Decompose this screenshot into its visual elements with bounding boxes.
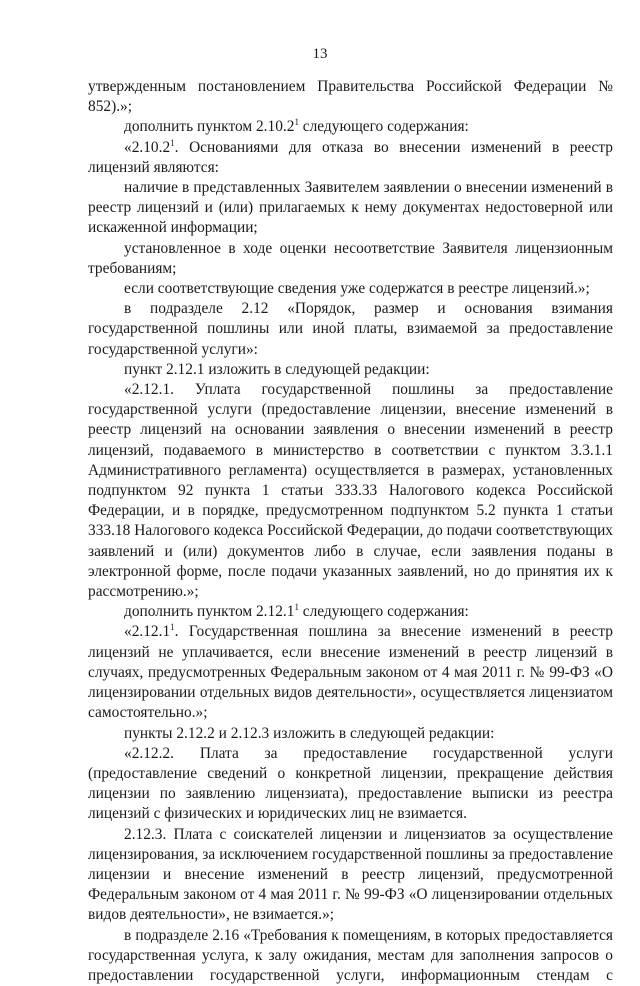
paragraph: дополнить пунктом 2.12.1$^1$ следующего содержания: (124, 602, 469, 621)
paragraph: «2.12.1. Уплата государственной пошлины за предоставление государственной услуги (предоставление лицензии, внесение изменений в реестр лицензий на основании заявления о внесении изменений в реестр лицензий, подаваемого в министерство в соответствии с пунктом 3.3.1.1 Административного регламента) осуществляется в размерах, установленных подпунктом 92 пункта 1 статьи 333.33 Налогового кодекса Российской Федерации, и в порядке, предусмотренном подпунктом 5.2 пункта 1 статьи 333.18 Налогового кодекса Российской Федерации, до подачи соответствующих заявлений и (или) документов либо в случае, если заявления поданы в электронной форме, после подачи указанных заявлений, но до принятия их к рассмотрению.»; (88, 381, 613, 601)
paragraph: установленное в ходе оценки несоответствие Заявителя лицензионным требованиям; (88, 239, 613, 277)
paragraph: пункт 2.12.1 изложить в следующей редакции: (124, 360, 430, 378)
document-body (88, 77, 613, 986)
paragraph: 2.12.3. Плата с соискателей лицензии и лицензиатов за осуществление лицензирования, за исключением государственной пошлины за предоставление лицензии и внесение изменений в реестр лицензий, предусмотренной Федеральным законом от 4 мая 2011 г. № 99-ФЗ «О лицензировании отдельных видов деятельности», не взимается.»; (88, 825, 613, 924)
paragraph: в подразделе 2.16 «Требования к помещениям, в которых предоставляется государственная услуга, к залу ожидания, местам для заполнения запросов о предоставлении государственной услуги, информационным стендам с (88, 926, 613, 984)
paragraph: наличие в представленных Заявителем заявлении о внесении изменений в реестр лицензий и (или) прилагаемых к нему документах недостоверной или искаженной информации; (88, 179, 613, 237)
paragraph: пункты 2.12.2 и 2.12.3 изложить в следующей редакции: (124, 724, 495, 742)
paragraph: дополнить пунктом 2.10.2$^1$ следующего содержания: (124, 117, 469, 136)
paragraph: в подразделе 2.12 «Порядок, размер и основания взимания государственной пошлины или иной платы, взимаемой за предоставление государственной услуги»: (88, 300, 613, 358)
paragraph: «2.10.2$^1$. Основаниями для отказа во внесении изменений в реестр лицензий являются: (88, 137, 613, 176)
paragraph: утвержденным постановлением Правительства Российской Федерации № 852).»; (88, 78, 613, 116)
page-number: 13 (312, 46, 328, 62)
paragraph: если соответствующие сведения уже содержатся в реестре лицензий.»; (124, 280, 590, 298)
paragraph: «2.12.2. Плата за предоставление государственной услуги (предоставление сведений о конкретной лицензии, прекращение действия лицензии по заявлению лицензиата), предоставление выписки из реестра лицензий с физических и юридических лиц не взимается. (88, 744, 613, 823)
paragraph: «2.12.1$^1$. Государственная пошлина за внесение изменений в реестр лицензий не уплачивается, если внесение изменений в реестр лицензий в случаях, предусмотренных Федеральным законом от 4 мая 2011 г. № 99-ФЗ «О лицензировании отдельных видов деятельности», осуществляется лицензиатом самостоятельно.»; (88, 622, 613, 722)
